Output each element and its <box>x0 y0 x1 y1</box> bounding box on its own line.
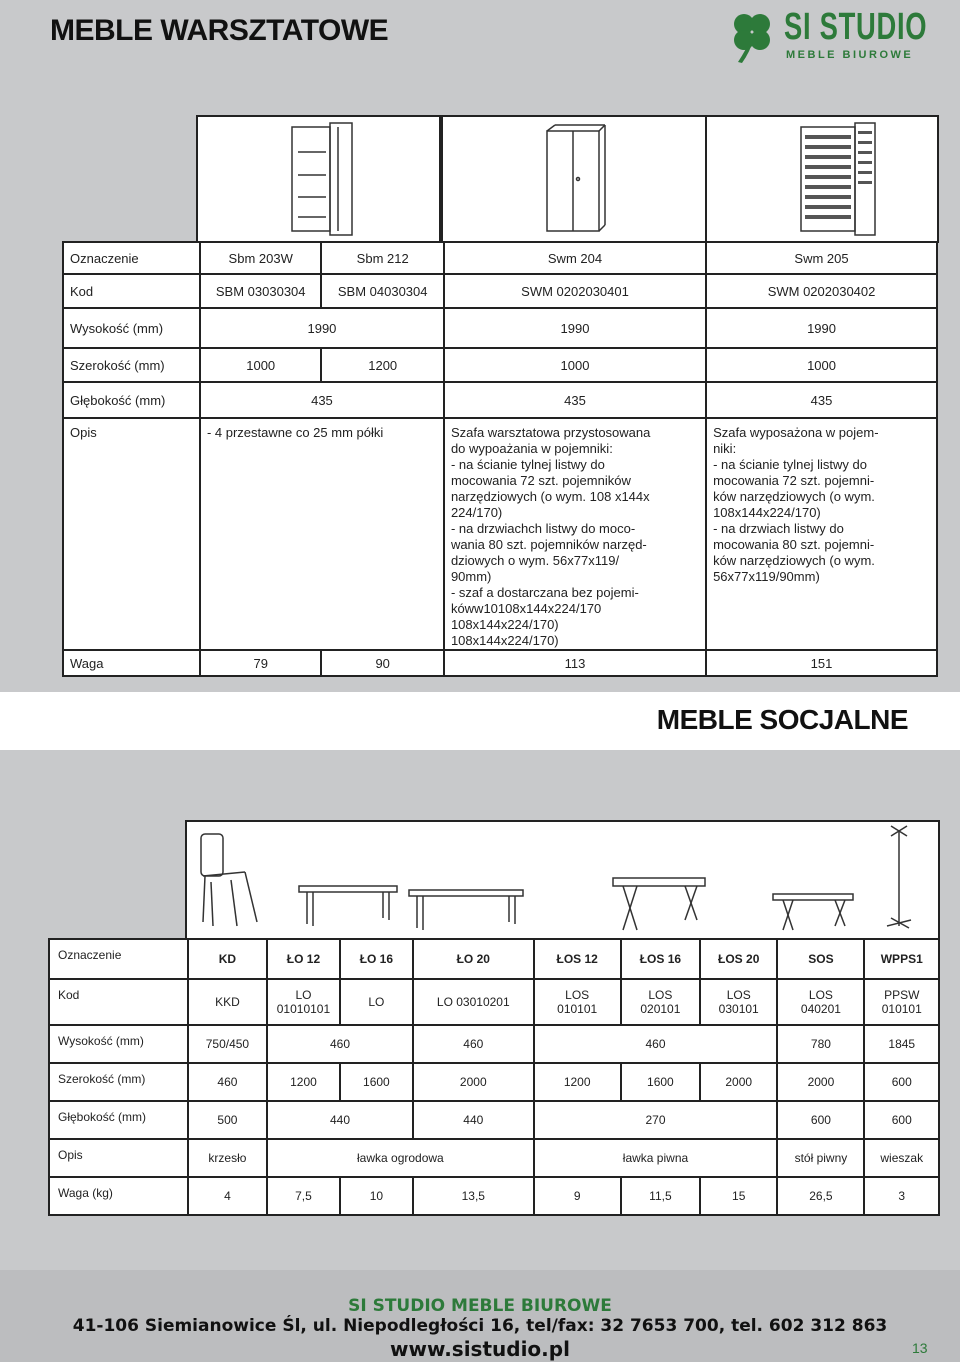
cabinet-image-cell-1 <box>196 115 441 243</box>
cell: Sbm 203W <box>200 242 322 274</box>
cell: 780 <box>777 1025 864 1063</box>
cell <box>413 979 534 1025</box>
row-label: Szerokość (mm) <box>63 348 200 382</box>
cell: 600 <box>864 1101 939 1139</box>
code-line: LOS <box>808 988 833 1002</box>
cell: 435 <box>200 382 444 418</box>
row-label: Opis <box>49 1139 188 1177</box>
footer-company: SI STUDIO MEBLE BIUROWE <box>348 1296 612 1316</box>
code-line: LOS <box>565 988 590 1002</box>
table-row <box>63 242 937 274</box>
cell: 460 <box>413 1025 534 1063</box>
cell: 13,5 <box>413 1177 534 1215</box>
page-title: MEBLE WARSZTATOWE <box>50 14 389 47</box>
cell <box>777 979 864 1025</box>
cell: Sbm 212 <box>321 242 443 274</box>
code-line: LO <box>295 988 312 1002</box>
cell: ławka ogrodowa <box>267 1139 534 1177</box>
cell: 113 <box>444 650 706 676</box>
cell: krzesło <box>188 1139 267 1177</box>
cell: Swm 204 <box>444 242 706 274</box>
cell: 151 <box>706 650 937 676</box>
code-line: PPSW <box>884 988 920 1002</box>
cell <box>188 979 267 1025</box>
cell: ławka piwna <box>534 1139 778 1177</box>
row-label: Kod <box>49 979 188 1025</box>
cell: KD <box>188 939 267 979</box>
code-line: 030101 <box>718 1002 759 1016</box>
cell: 3 <box>864 1177 939 1215</box>
cell: 600 <box>864 1063 939 1101</box>
description-cell: Szafa warsztatowa przystosowana do wypoażania w pojemniki: - na ścianie tylnej listwy do mocowania 72 szt. pojemników narzędziowych (o wym. 108 x144x 224/170) - na drzwiachch listwy do moco- wania 80 szt. pojemników narzęd- dziowych o wym. 56x77x119/ 90mm) - szaf a dostarczana bez pojemi- kóww10108x144x224/170 108x144x224/170) 108x144x224/170) <box>444 418 706 650</box>
table-row <box>49 939 939 979</box>
cell: 460 <box>188 1063 267 1101</box>
cell: WPPS1 <box>864 939 939 979</box>
cell: ŁO 12 <box>267 939 340 979</box>
code-line: 010101 <box>881 1002 922 1016</box>
cabinet-closed-icon <box>443 117 705 241</box>
cell <box>534 979 621 1025</box>
table-row <box>49 1139 939 1177</box>
cabinet-image-cell-3 <box>705 115 939 243</box>
cell: SBM 04030304 <box>321 274 443 308</box>
cell: 1200 <box>321 348 443 382</box>
cell: 15 <box>700 1177 777 1215</box>
table-row <box>49 1063 939 1101</box>
row-label: Waga (kg) <box>49 1177 188 1215</box>
cell: SBM 03030304 <box>200 274 322 308</box>
page-number: 13 <box>912 1340 928 1356</box>
section-title: MEBLE SOCJALNE <box>656 704 908 735</box>
row-label: Wysokość (mm) <box>63 308 200 348</box>
code-line: LOS <box>726 988 751 1002</box>
cell: ŁOS 20 <box>700 939 777 979</box>
table-row <box>63 308 937 348</box>
cell: stół piwny <box>777 1139 864 1177</box>
cell: 11,5 <box>621 1177 700 1215</box>
row-label: Waga <box>63 650 200 676</box>
cell: 10 <box>340 1177 413 1215</box>
cell: 1990 <box>706 308 937 348</box>
cell: 1600 <box>340 1063 413 1101</box>
furniture-image-row <box>185 820 940 940</box>
cell: 26,5 <box>777 1177 864 1215</box>
cabinet-image-cell-2 <box>441 115 707 243</box>
cell: 440 <box>267 1101 413 1139</box>
cell: ŁOS 12 <box>534 939 621 979</box>
cell: 1000 <box>200 348 322 382</box>
cell: 1200 <box>267 1063 340 1101</box>
row-label: Oznaczenie <box>63 242 200 274</box>
cell: 440 <box>413 1101 534 1139</box>
cell: SWM 0202030401 <box>444 274 706 308</box>
code-line: 020101 <box>640 1002 681 1016</box>
code-line: KKD <box>215 995 240 1009</box>
cell: 500 <box>188 1101 267 1139</box>
cell: 9 <box>534 1177 621 1215</box>
cell: 460 <box>534 1025 778 1063</box>
row-label: Głębokość (mm) <box>63 382 200 418</box>
cell: 1990 <box>200 308 444 348</box>
cell: 1845 <box>864 1025 939 1063</box>
cell: 79 <box>200 650 322 676</box>
cell: 1200 <box>534 1063 621 1101</box>
cell: 1000 <box>706 348 937 382</box>
cell: 435 <box>706 382 937 418</box>
table-row <box>63 274 937 308</box>
cell: 1990 <box>444 308 706 348</box>
cell: SOS <box>777 939 864 979</box>
table-row <box>63 348 937 382</box>
cell: 2000 <box>700 1063 777 1101</box>
cabinet-open-shelves-icon <box>198 117 439 241</box>
code-line: LO 03010201 <box>436 995 510 1009</box>
code-line: LOS <box>648 988 673 1002</box>
cabinet-with-bins-icon <box>707 117 937 241</box>
cell: 600 <box>777 1101 864 1139</box>
table-row <box>49 1025 939 1063</box>
footer-address: 41-106 Siemianowice Śl, ul. Niepodległości 16, tel/fax: 32 7653 700, tel. 602 312 863 <box>72 1316 888 1336</box>
cell <box>340 979 413 1025</box>
cell: 270 <box>534 1101 778 1139</box>
row-label: Wysokość (mm) <box>49 1025 188 1063</box>
cell: Swm 205 <box>706 242 937 274</box>
table-row <box>63 382 937 418</box>
logo-subtitle: MEBLE BIUROWE <box>786 49 914 61</box>
row-label: Oznaczenie <box>49 939 188 979</box>
table-row <box>63 650 937 676</box>
social-furniture-icon <box>187 822 938 938</box>
cell: 4 <box>188 1177 267 1215</box>
cell <box>864 979 939 1025</box>
cell: 2000 <box>413 1063 534 1101</box>
code-line: 010101 <box>557 1002 598 1016</box>
cell <box>267 979 340 1025</box>
table-row <box>49 1177 939 1215</box>
cell: 1600 <box>621 1063 700 1101</box>
cell <box>621 979 700 1025</box>
row-label: Szerokość (mm) <box>49 1063 188 1101</box>
workshop-table <box>62 241 938 677</box>
row-label: Kod <box>63 274 200 308</box>
cell: ŁO 20 <box>413 939 534 979</box>
cell: 1000 <box>444 348 706 382</box>
description-cell: Szafa wyposażona w pojem- niki: - na ścianie tylnej listwy do mocowania 72 szt. pojemni- ków narzędziowych (o wym. 108x144x224/170) - na drzwiach listwy do mocowania 80 szt. pojemni- ków narzędziowych (o wym. 56x77x119/90mm) <box>706 418 937 650</box>
code-line: LO <box>368 995 385 1009</box>
footer-website-link[interactable]: www.sistudio.pl <box>390 1337 570 1361</box>
logo-text: SI STUDIO <box>784 6 928 48</box>
description-cell: - 4 przestawne co 25 mm półki <box>200 418 444 650</box>
cell: SWM 0202030402 <box>706 274 937 308</box>
table-row <box>49 979 939 1025</box>
row-label: Opis <box>63 418 200 650</box>
cell: 90 <box>321 650 443 676</box>
table-row <box>63 418 937 650</box>
table-row <box>49 1101 939 1139</box>
social-table <box>48 938 940 1216</box>
cell: 435 <box>444 382 706 418</box>
cell: wieszak <box>864 1139 939 1177</box>
row-label: Głębokość (mm) <box>49 1101 188 1139</box>
cell: ŁO 16 <box>340 939 413 979</box>
cell: 460 <box>267 1025 413 1063</box>
cell: ŁOS 16 <box>621 939 700 979</box>
cell <box>700 979 777 1025</box>
cell: 2000 <box>777 1063 864 1101</box>
code-line: 040201 <box>800 1002 841 1016</box>
cell: 7,5 <box>267 1177 340 1215</box>
cell: 750/450 <box>188 1025 267 1063</box>
code-line: 01010101 <box>276 1002 331 1016</box>
